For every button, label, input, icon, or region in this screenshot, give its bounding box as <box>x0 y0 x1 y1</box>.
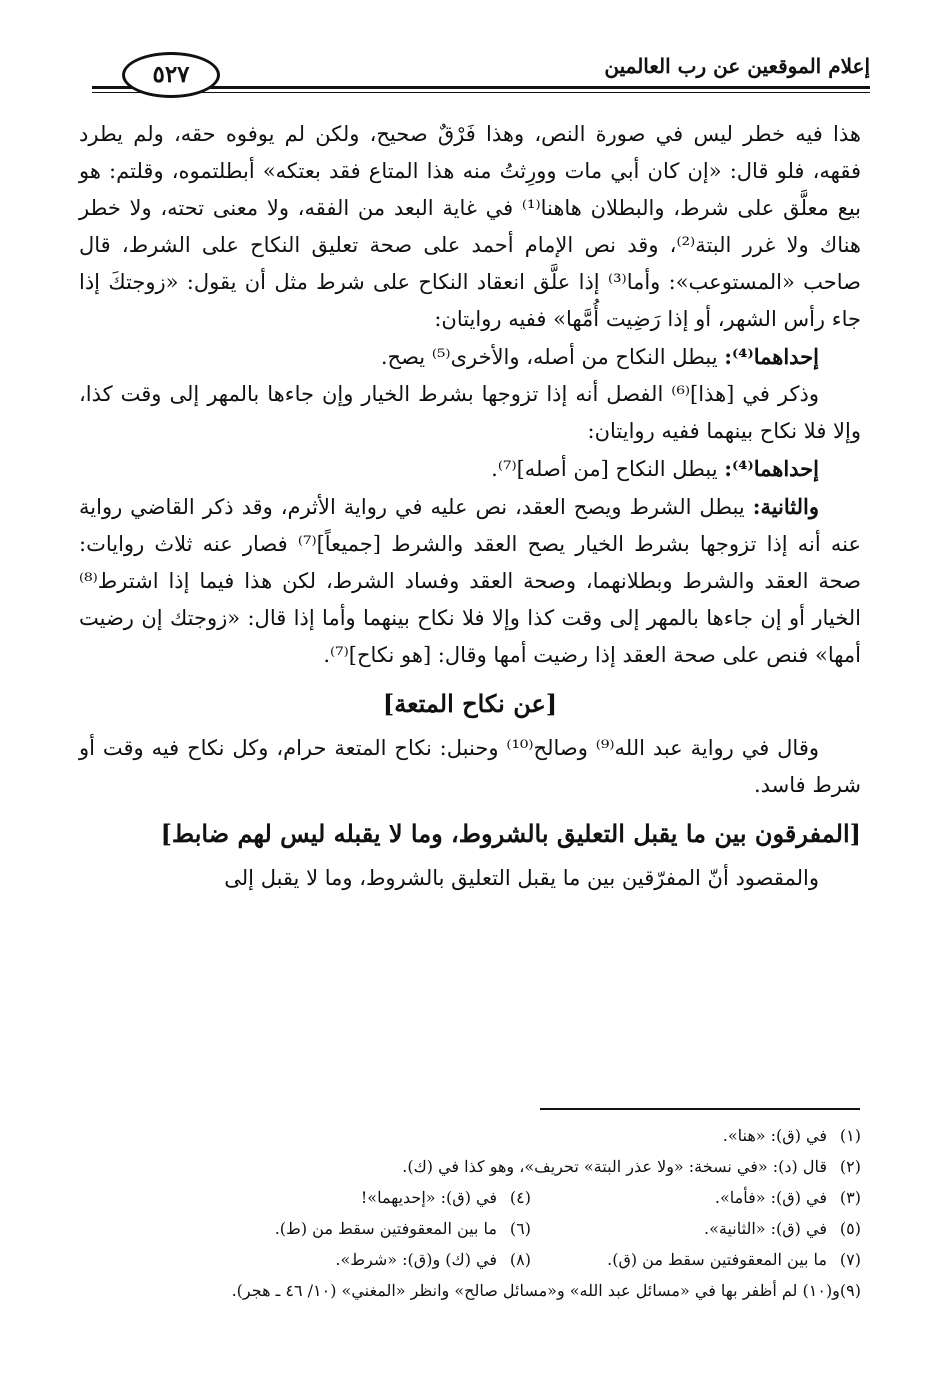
section-heading-conditions: [المفرقون بين ما يقبل التعليق بالشروط، وما لا يقبله ليس لهم ضابط] <box>160 819 861 848</box>
footnote-row <box>79 1120 861 1151</box>
footnote-1 <box>723 1120 861 1151</box>
footnote-number: (٧) <box>839 1250 861 1269</box>
footnote-number: (٥) <box>839 1219 861 1238</box>
paragraph-4 <box>79 450 861 488</box>
paragraph-5-text: يبطل الشرط ويصح العقد، نص عليه في رواية الأثرم، وقد ذكر القاضي رواية عنه أنه إذا تزوجها بشرط الخيار يصح العقد والشرط [جميعاً]⁽⁷⁾ فصار عنه ثلاث روايات: صحة العقد والشرط وبطلانهما، وصحة العقد وفساد الشرط، لكن هذا فيما إذا اشترط⁽⁸⁾ الخيار أو إن جاءها بالمهر إلى وقت كذا وإلا فلا نكاح بينهما وأما إذا قال: «زوجتك إن رضيت أمها» فنص على صحة العقد إذا رضيت أمها وقال: [هو نكاح]⁽⁷⁾. <box>79 495 861 667</box>
footnote-separator <box>540 1108 860 1110</box>
footnote-number: (٤) <box>509 1188 531 1207</box>
paragraph-2 <box>79 338 861 376</box>
footnote-3 <box>531 1182 861 1213</box>
footnote-number: (٨) <box>509 1250 531 1269</box>
header-rule-thin <box>92 92 870 93</box>
footnote-number: (٢) <box>839 1157 861 1176</box>
footnote-text: في (ق): «فأما». <box>714 1188 827 1207</box>
footnote-row <box>79 1151 861 1182</box>
footnote-text: في (ق): «الثانية». <box>704 1219 827 1238</box>
footnote-6 <box>275 1213 531 1244</box>
footnote-text: قال (د): «في نسخة: «ولا عذر البتة» تحريف»، وهو كذا في (ك). <box>402 1157 827 1176</box>
footnote-text: في (ك) و(ق): «شرط». <box>335 1250 497 1269</box>
footnote-8 <box>335 1244 531 1275</box>
paragraph-3: وذكر في [هذا]⁽⁶⁾ الفصل أنه إذا تزوجها بشرط الخيار وإن جاءها بالمهر إلى وقت كذا، وإلا فلا نكاح بينهما ففيه روايتان: <box>79 382 861 443</box>
footnotes <box>79 1120 861 1306</box>
footnote-number: (١) <box>839 1126 861 1145</box>
section-heading-mutah: [عن نكاح المتعة] <box>382 689 558 718</box>
footnote-row <box>79 1182 861 1213</box>
paragraph-5 <box>79 488 861 674</box>
paragraph-4-text: يبطل النكاح [من أصله]⁽⁷⁾. <box>491 457 725 481</box>
running-title: إعلام الموقعين عن رب العالمين <box>604 54 870 78</box>
footnote-text: في (ق): «إحديهما»! <box>360 1188 497 1207</box>
footnote-text: في (ق): «هنا». <box>722 1126 827 1145</box>
main-text <box>79 116 861 897</box>
footnote-9-10: (٩)و(١٠) لم أظفر بها في «مسائل عبد الله» و«مسائل صالح» وانظر «المغني» (١٠/ ٤٦ ـ هجر). <box>231 1281 861 1300</box>
footnote-row <box>79 1275 861 1306</box>
paragraph-2-lead: إحداهما⁽⁴⁾: <box>724 344 819 369</box>
paragraph-4-lead: إحداهما⁽⁴⁾: <box>724 456 819 481</box>
footnote-5 <box>531 1213 861 1244</box>
footnote-text: ما بين المعقوفتين سقط من (ق). <box>607 1250 827 1269</box>
footnote-7 <box>531 1244 861 1275</box>
paragraph-6: وقال في رواية عبد الله⁽⁹⁾ وصالح⁽¹⁰⁾ وحنبل: نكاح المتعة حرام، وكل نكاح فيه وقت أو شرط فاسد. <box>79 736 861 797</box>
footnote-number: (٣) <box>839 1188 861 1207</box>
footnote-2 <box>402 1151 861 1182</box>
page-number-badge: ٥٢٧ <box>122 52 220 98</box>
footnote-number: (٦) <box>509 1219 531 1238</box>
paragraph-1: هذا فيه خطر ليس في صورة النص، وهذا فَرْقٌ صحيح، ولكن لم يوفوه حقه، ولم يطرد فقهه، فلو قال: «إن كان أبي مات وورِثتُ منه هذا المتاع فقد بعتكه» أبطلتموه، وقلتم: هو بيع معلَّق على شرط، والبطلان هاهنا⁽¹⁾ في غاية البعد من الفقه، ولا معنى تحته، ولا خطر هناك ولا غرر البتة⁽²⁾، وقد نص الإمام أحمد على صحة تعليق النكاح على الشرط، قال صاحب «المستوعب»: وأما⁽³⁾ إذا علَّق انعقاد النكاح على شرط مثل أن يقول: «زوجتكَ إذا جاء رأس الشهر، أو إذا رَضِيت أُمَّها» ففيه روايتان: <box>79 122 862 331</box>
footnote-text: ما بين المعقوفتين سقط من (ط). <box>274 1219 497 1238</box>
paragraph-7: والمقصود أنّ المفرّقين بين ما يقبل التعليق بالشروط، وما لا يقبل إلى <box>224 866 819 890</box>
footnote-row <box>79 1244 861 1275</box>
paragraph-2-text: يبطل النكاح من أصله، والأخرى⁽⁵⁾ يصح. <box>380 345 725 369</box>
footnote-row <box>79 1213 861 1244</box>
paragraph-5-lead: والثانية: <box>752 494 819 519</box>
footnote-4 <box>361 1182 531 1213</box>
page-header <box>92 48 870 96</box>
